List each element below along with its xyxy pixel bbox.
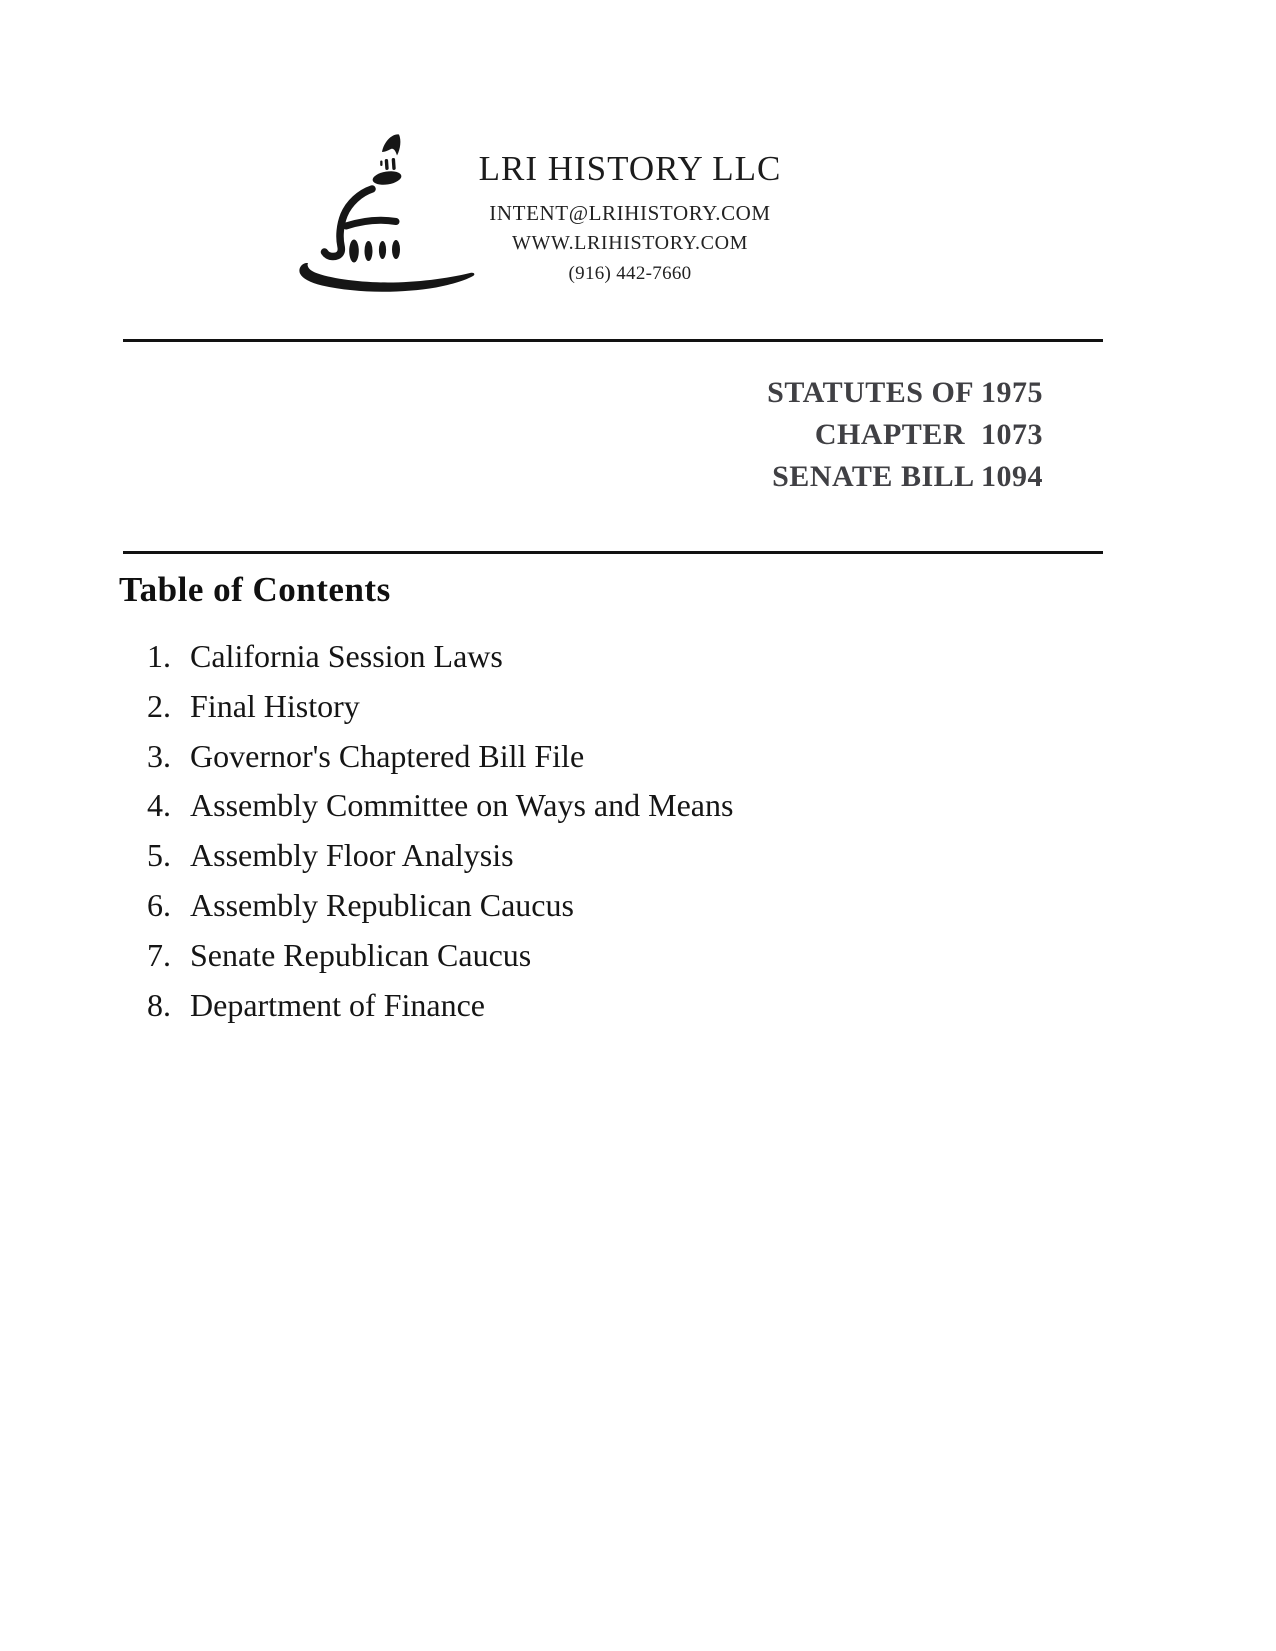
toc-item-label: California Session Laws xyxy=(190,638,503,674)
toc-item-number: 1. xyxy=(147,638,171,674)
toc-item xyxy=(147,935,733,985)
toc-item-number: 6. xyxy=(147,886,171,923)
toc-item xyxy=(147,686,733,736)
company-email: INTENT@LRIHISTORY.COM xyxy=(489,201,771,225)
toc-item xyxy=(147,636,733,686)
company-phone: (916) 442-7660 xyxy=(568,263,692,284)
toc-item-number: 7. xyxy=(147,936,171,973)
toc-item-label: Final History xyxy=(190,687,360,724)
toc-item-label: Assembly Committee on Ways and Means xyxy=(190,787,734,824)
letterhead xyxy=(452,148,808,286)
statutes-line: STATUTES OF 1975 xyxy=(767,376,1043,409)
toc-list xyxy=(147,636,733,1034)
toc-item-label: Department of Finance xyxy=(190,986,485,1023)
toc-heading: Table of Contents xyxy=(119,570,391,609)
toc-item xyxy=(147,835,733,885)
toc-item-label: Assembly Republican Caucus xyxy=(190,886,574,923)
toc-item-label: Senate Republican Caucus xyxy=(190,936,532,973)
toc-item xyxy=(147,985,733,1035)
company-website: WWW.LRIHISTORY.COM xyxy=(511,232,748,254)
toc-item-label: Governor's Chaptered Bill File xyxy=(190,737,585,774)
senate-bill-line: SENATE BILL 1094 xyxy=(772,460,1043,493)
chapter-line: CHAPTER 1073 xyxy=(814,418,1043,451)
toc-item xyxy=(147,885,733,935)
toc-item xyxy=(147,785,733,835)
company-logo xyxy=(296,126,478,298)
toc-item-label: Assembly Floor Analysis xyxy=(190,837,514,874)
company-name: LRI HISTORY LLC xyxy=(478,149,782,188)
toc-item-number: 8. xyxy=(147,986,171,1023)
toc-item xyxy=(147,736,733,786)
toc-item-number: 4. xyxy=(147,787,171,824)
case-info-block xyxy=(767,372,1043,498)
toc-item-number: 2. xyxy=(147,687,171,724)
capitol-dome-icon xyxy=(296,126,478,298)
divider-top xyxy=(123,339,1103,342)
divider-bottom xyxy=(123,551,1103,554)
toc-item-number: 3. xyxy=(147,737,171,774)
toc-item-number: 5. xyxy=(147,837,171,874)
